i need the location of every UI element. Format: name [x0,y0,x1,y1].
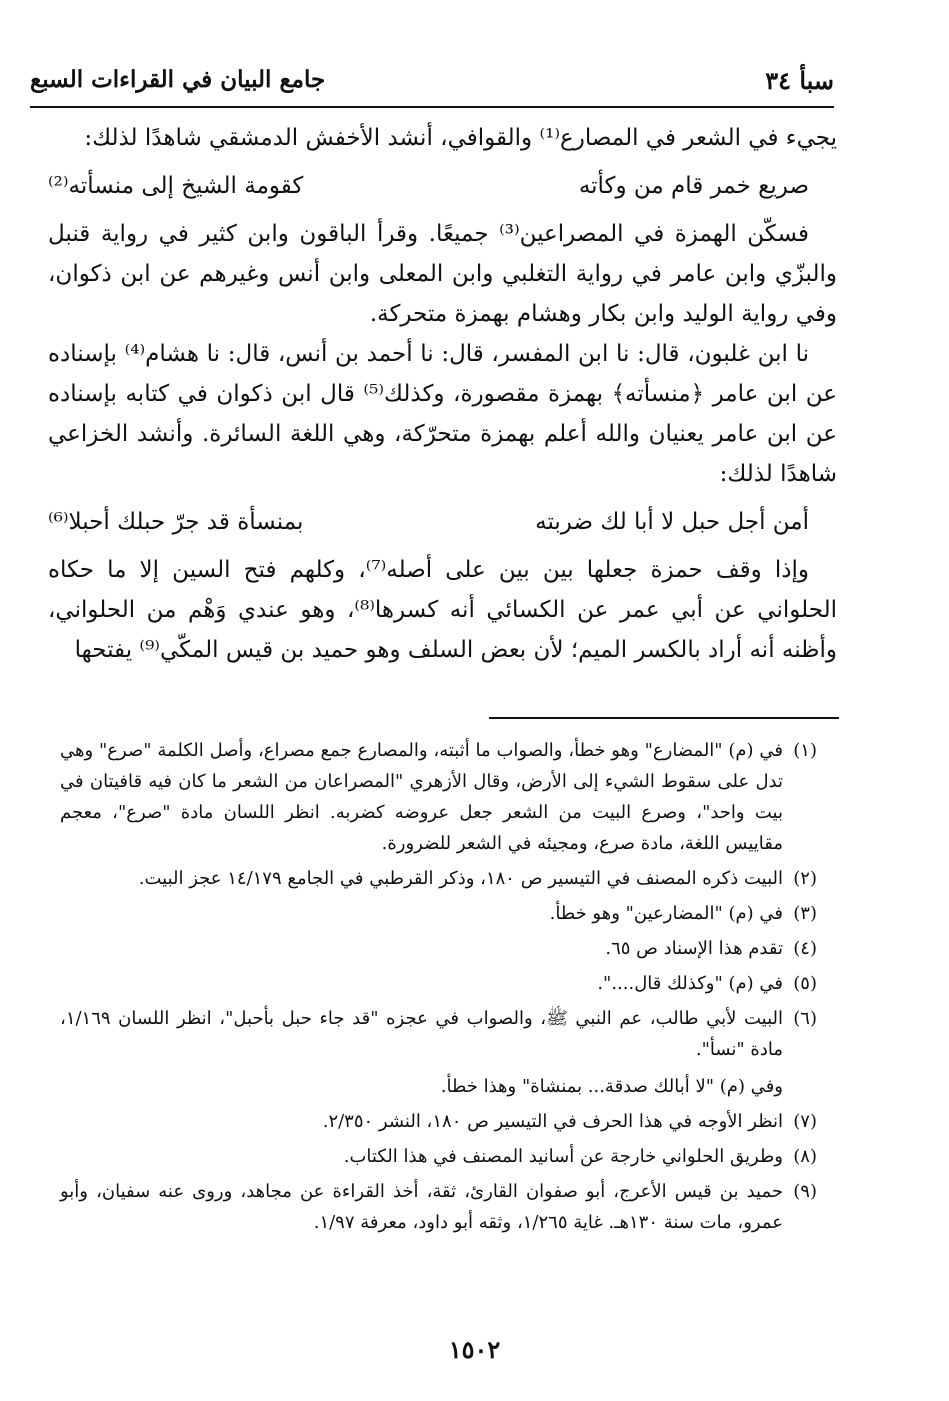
paragraph-2: فسكّن الهمزة في المصراعين⁽³⁾ جميعًا. وقرأ الباقون وابن كثير في رواية قنبل والبزّي وابن عامر في رواية التغلبي وابن المعلى وابن أنس وغيرهم عن ابن ذكوان، وفي رواية الوليد وابن بكار وهشام بهمزة متحركة. [48,221,837,327]
footnotes [60,735,817,1242]
paragraph-4: وإذا وقف حمزة جعلها بين بين على أصله⁽⁷⁾، وكلهم فتح السين إلا ما حكاه الحلواني عن أبي عمر عن الكسائي أنه كسرها⁽⁸⁾، وهو عندي وَهْم من الحلواني، وأظنه أنه أراد بالكسر الميم؛ لأن بعض السلف وهو حميد بن قيس المكّي⁽⁹⁾ يفتحها [48,557,838,663]
footnote [60,898,817,929]
footnote [60,735,817,859]
footnote-separator [489,717,839,719]
footnote [60,968,817,999]
footnote-text: وفي (م) "لا أبالك صدقة... بمنشاة" وهذا خطأ. [440,1076,783,1097]
footnote-number: (٦) [793,1008,817,1029]
verse-1 [48,166,837,206]
verse-2 [48,502,837,542]
footnote-text: في (م) "المضارعين" وهو خطأ. [549,903,783,924]
footnote-text: وطريق الحلواني خارجة عن أسانيد المصنف في هذا الكتاب. [343,1146,783,1167]
main-text [48,118,837,670]
footnote-text: حميد بن قيس الأعرج، أبو صفوان القارئ، ثقة، أخذ القراءة عن مجاهد، وروى عنه سفيان، وأبو عمرو، مات سنة ١٣٠هـ. غاية ١/٢٦٥، وثقه أبو داود، معرفة ١/٩٧. [60,1181,783,1233]
footnote-number: (٧) [793,1111,817,1132]
footnote-number: (٤) [793,938,817,959]
footnote-text: البيت لأبي طالب، عم النبي ﷺ، والصواب في عجزه "قد جاء حبل بأحبل"، انظر اللسان ١/١٦٩، مادة "نسأ". [60,1008,783,1060]
verse-2-first-hemistich: أمن أجل حبل لا أبا لك ضربته [535,509,809,535]
footnote [60,863,817,894]
verse-2-second-hemistich: بمنسأة قد جرّ حبلك أحبلا⁽⁶⁾ [48,509,304,535]
verse-1-second-hemistich: كقومة الشيخ إلى منسأته⁽²⁾ [48,173,304,199]
footnote-text: انظر الأوجه في هذا الحرف في التيسير ص ١٨٠، النشر ٢/٣٥٠. [322,1111,783,1132]
footnote-number: (٢) [793,868,817,889]
footnote-text: في (م) "المضارع" وهو خطأ، والصواب ما أثبته، والمصارع جمع مصراع، وأصل الكلمة "صرع" وهي تدل على سقوط الشيء إلى الأرض، وقال الأزهري "المصراعان من الشعر ما كان فيه قافيتان في بيت واحد"، وصرع البيت من الشعر جعل عروضه كضربه. انظر اللسان مادة "صرع"، معجم مقاييس اللغة، مادة صرع، ومجيئه في الشعر للضرورة. [60,740,783,854]
header-page-label: سبأ ٣٤ [765,66,834,95]
footnote [60,1176,817,1238]
footnote-continuation [60,1071,817,1102]
footnote [60,1003,817,1065]
footnote [60,1106,817,1137]
footnote-text: في (م) "وكذلك قال....". [597,973,783,994]
running-header [30,60,834,108]
verse-1-first-hemistich: صريع خمر قام من وكأته [578,173,809,199]
page-number: ١٥٠٢ [448,1335,501,1364]
footnote-number: (٨) [793,1146,817,1167]
header-book-title: جامع البيان في القراءات السبع [30,66,326,93]
footnote-text: البيت ذكره المصنف في التيسير ص ١٨٠، وذكر القرطبي في الجامع ١٤/١٧٩ عجز البيت. [138,868,783,889]
footnote [60,933,817,964]
footnote-number: (٩) [793,1181,817,1202]
paragraph-1: يجيء في الشعر في المصارع⁽¹⁾ والقوافي، أنشد الأخفش الدمشقي شاهدًا لذلك: [84,125,837,151]
footnote-number: (١) [793,740,817,761]
footnote-number: (٥) [793,973,817,994]
paragraph-3: نا ابن غلبون، قال: نا ابن المفسر، قال: نا أحمد بن أنس، قال: نا هشام⁽⁴⁾ بإسناده عن ابن عامر ﴿منسأته﴾ بهمزة مقصورة، وكذلك⁽⁵⁾ قال ابن ذكوان في كتابه بإسناده عن ابن عامر يعنيان والله أعلم بهمزة متحرّكة، وهي اللغة السائرة. وأنشد الخزاعي شاهدًا لذلك: [48,341,837,487]
footnote-number: (٣) [793,903,817,924]
footnote [60,1141,817,1172]
footnote-text: تقدم هذا الإسناد ص ٦٥. [605,938,783,959]
